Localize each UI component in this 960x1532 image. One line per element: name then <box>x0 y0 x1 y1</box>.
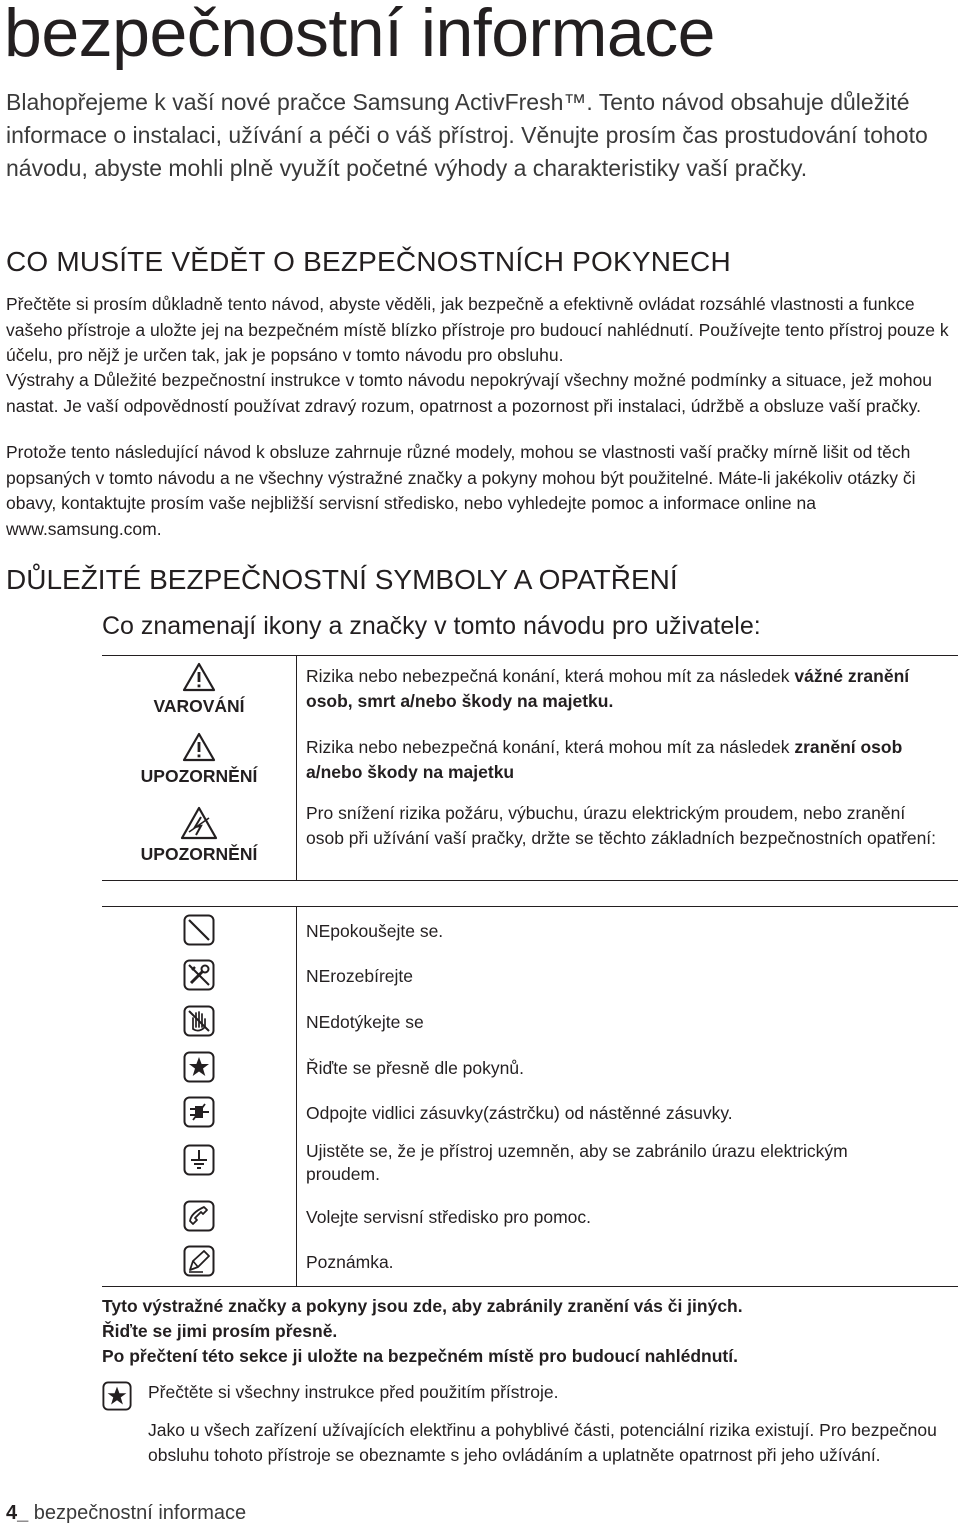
symbol-ground <box>102 1144 296 1181</box>
body-paragraph: Přečtěte si prosím důkladně tento návod, abyste věděli, jak bezpečně a efektivně ovládat rozsáhlé vlastnosti a funkce vašeho přístroje a uložte jej na bezpečném místě blízko přístroje pro budoucí nahlédnutí. Používejte tento přístroj pouze k účelu, pro nějž je určen tak, jak je popsáno v tomto návodu pro obsluhu. <box>6 294 949 365</box>
section-heading-safety-symbols: DŮLEŽITÉ BEZPEČNOSTNÍ SYMBOLY A OPATŘENÍ <box>6 564 678 595</box>
prohibited-icon <box>183 914 215 946</box>
signal-description: Rizika nebo nebezpečná konání, která mohou mít za následek vážné zranění osob, smrt a/nebo škody na majetku. <box>306 666 910 711</box>
symbol-call-service <box>102 1200 296 1237</box>
symbol-description: Poznámka. <box>306 1252 394 1272</box>
ground-icon <box>183 1144 215 1176</box>
symbol-description: Odpojte vidlici zásuvky(zástrčku) od nástěnné zásuvky. <box>306 1103 733 1123</box>
body-paragraph: Protože tento následující návod k obsluze zahrnuje různé modely, mohou se vlastnosti vaší pračky mírně lišit od těch popsaných v tomto návodu a ne všechny výstražné značky a pokyny mohou být použitelné. Máte-li jakékoliv otázky či obavy, kontaktujte prosím vaše nejbližší servisní středisko, nebo vyhledejte pomoc a informace online na www.samsung.com. <box>6 442 916 539</box>
intro-paragraph: Blahopřejeme k vaší nové pračce Samsung ActivFresh™. Tento návod obsahuje důležité informace o instalaci, užívání a péči o váš přístroj. Věnujte prosím čas prostudování tohoto návodu, abyste mohli plně využít početné výhody a charakteristiky vaší pračky. <box>6 89 928 181</box>
body-paragraph: Výstrahy a Důležité bezpečnostní instrukce v tomto návodu nepokrývají všechny možné podmínky a situace, jež mohou nastat. Je vaší odpovědností používat zdravý rozum, opatrnost a pozornost při instalaci, údržbě a obsluze vaší pračky. <box>6 370 933 416</box>
warning-triangle-icon <box>182 662 216 692</box>
signal-caution-electric <box>102 806 296 865</box>
subheading-icons-meaning: Co znamenají ikony a značky v tomto návodu pro uživatele: <box>102 612 761 640</box>
symbol-description: NEdotýkejte se <box>306 1012 424 1032</box>
symbol-unplug <box>102 1096 296 1133</box>
signal-description: Rizika nebo nebezpečná konání, která mohou mít za následek zranění osob a/nebo škody na majetku <box>306 737 903 782</box>
table-top-rule <box>102 655 958 656</box>
signal-warning <box>102 662 296 717</box>
symbol-description: NEpokoušejte se. <box>306 921 444 941</box>
signal-label: UPOZORNĚNÍ <box>140 766 258 786</box>
read-all-instructions: Přečtěte si všechny instrukce před použitím přístroje. <box>148 1382 559 1402</box>
important-note: Po přečtení této sekce ji uložte na bezpečném místě pro budoucí nahlédnutí. <box>102 1346 738 1366</box>
symbol-description: Volejte servisní středisko pro pomoc. <box>306 1207 591 1227</box>
important-note: Řiďte se jimi prosím přesně. <box>102 1321 338 1341</box>
symbol-prohibited <box>102 914 296 951</box>
symbols-top-rule <box>102 906 958 907</box>
signal-label: UPOZORNĚNÍ <box>140 844 258 864</box>
symbol-do-not-touch <box>102 1005 296 1042</box>
signal-label: VAROVÁNÍ <box>153 696 245 716</box>
symbol-description: Řiďte se přesně dle pokynů. <box>306 1058 524 1078</box>
phone-icon <box>183 1200 215 1232</box>
symbol-follow-instructions <box>102 1051 296 1088</box>
symbol-description: NErozebírejte <box>306 966 413 986</box>
page-number: 4_ <box>6 1502 29 1524</box>
unplug-icon <box>183 1096 215 1128</box>
read-instructions-symbol <box>102 1381 132 1416</box>
footer-label: bezpečnostní informace <box>28 1502 247 1524</box>
note-icon <box>183 1245 215 1277</box>
caution-triangle-icon <box>182 732 216 762</box>
signal-caution <box>102 732 296 787</box>
important-notes <box>102 1294 743 1369</box>
symbols-column-divider <box>296 906 297 1286</box>
potential-risks-note: Jako u všech zařízení užívajících elektřinu a pohyblivé části, potenciální rizika existují. Pro bezpečnou obsluhu tohoto přístroje se obeznamte s jeho ovládáním a uplatněte opatrnost při jeho užívání. <box>148 1420 937 1465</box>
page-title: bezpečnostní informace <box>4 0 715 71</box>
symbol-note <box>102 1245 296 1282</box>
important-note: Tyto výstražné značky a pokyny jsou zde, aby zabránily zranění vás či jiných. <box>102 1296 743 1316</box>
star-instruction-icon <box>183 1051 215 1083</box>
electric-hazard-triangle-icon <box>180 806 218 840</box>
table-column-divider <box>296 655 297 880</box>
signal-description: Pro snížení rizika požáru, výbuchu, úrazu elektrickým proudem, nebo zranění osob při užívání vaší pračky, držte se těchto základních bezpečnostních opatření: <box>306 803 937 848</box>
table-bottom-rule <box>102 880 958 881</box>
do-not-disassemble-icon <box>183 959 215 991</box>
symbol-description: Ujistěte se, že je přístroj uzemněn, aby se zabránilo úrazu elektrickým proudem. <box>306 1141 848 1184</box>
page-footer <box>6 1502 246 1525</box>
star-instruction-icon <box>102 1381 132 1411</box>
section-heading-safety-instructions: CO MUSÍTE VĚDĚT O BEZPEČNOSTNÍCH POKYNECH <box>6 246 731 277</box>
symbol-do-not-disassemble <box>102 959 296 996</box>
symbols-bottom-rule <box>102 1286 958 1287</box>
do-not-touch-icon <box>183 1005 215 1037</box>
